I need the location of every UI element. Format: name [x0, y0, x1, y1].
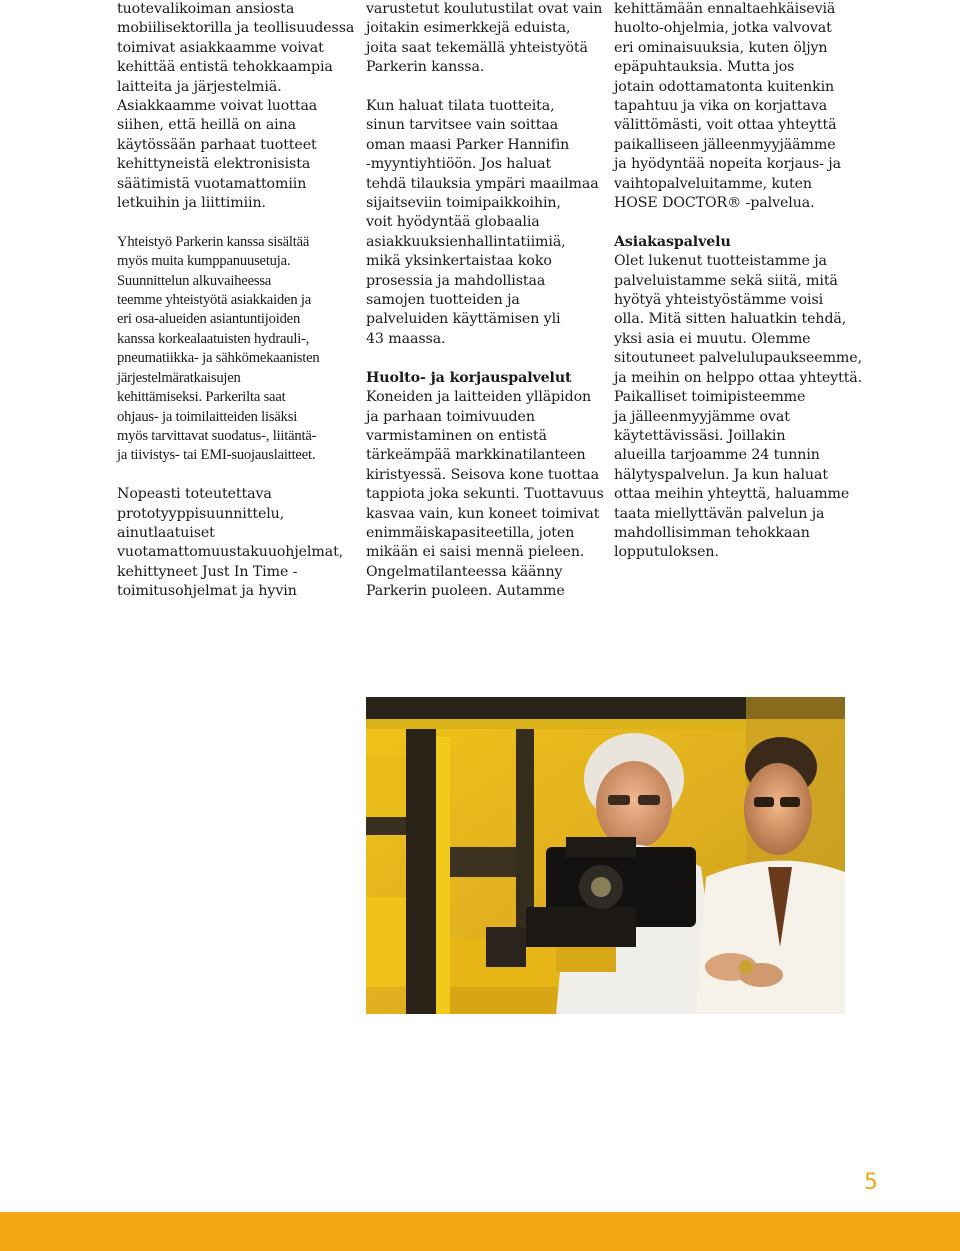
text-line: Nopeasti toteutettava [117, 486, 272, 503]
text-line: Ongelmatilanteessa käänny [366, 563, 563, 580]
text-line: Suunnittelun alkuvaiheessa [117, 272, 272, 289]
text-line: Paikalliset toimipisteemme [614, 389, 806, 406]
text-line: kanssa korkealaatuisten hydrauli-, [117, 330, 310, 347]
text-line: lopputuloksen. [614, 544, 719, 561]
text-line: HOSE DOCTOR® -palvelua. [614, 195, 815, 212]
text-line: eri ominaisuuksia, kuten öljyn [614, 39, 828, 56]
text-line: kehittyneet Just In Time - [117, 563, 298, 580]
paragraph [614, 233, 863, 563]
text-line: vuotamattomuustakuuohjelmat, [117, 544, 344, 561]
text-line: mikään ei saisi mennä pieleen. [366, 544, 585, 561]
text-line: letkuihin ja liittimiin. [117, 195, 266, 212]
text-line: Yhteistyö Parkerin kanssa sisältää [117, 233, 310, 250]
text-line: eri osa-alueiden asiantuntijoiden [117, 311, 301, 328]
text-line: paikalliseen jälleenmyyjäämme [614, 136, 836, 153]
text-line: Parkerin kanssa. [366, 59, 485, 76]
text-line: olla. Mitä sitten haluatkin tehdä, [614, 311, 847, 328]
text-line: enimmäiskapasiteetilla, joten [366, 524, 575, 541]
text-line: palveluistamme sekä siitä, mitä [614, 272, 838, 289]
text-line: mikä yksinkertaistaa koko [366, 253, 552, 270]
text-line: pneumatiikka- ja sähkömekaanisten [117, 350, 320, 367]
text-line: toimivat asiakkaamme voivat [117, 39, 324, 56]
section-heading: Huolto- ja korjauspalvelut [366, 369, 572, 386]
text-line: Asiakkaamme voivat luottaa [117, 98, 318, 115]
text-line: myös muita kumppanuusetuja. [117, 253, 291, 270]
section-heading: Asiakaspalvelu [614, 233, 731, 250]
paragraph [366, 0, 602, 78]
text-line: joitakin esimerkkejä eduista, [366, 20, 571, 37]
paragraph [614, 0, 856, 213]
text-line: laitteita ja järjestelmiä. [117, 78, 282, 95]
text-line: siihen, että heillä on aina [117, 117, 297, 134]
text-line: jotain odottamatonta kuitenkin [614, 78, 835, 95]
text-column-3 [614, 0, 863, 582]
text-line: teemme yhteistyötä asiakkaiden ja [117, 292, 311, 309]
text-line: tehdä tilauksia ympäri maailmaa [366, 175, 599, 192]
text-line: mobiilisektorilla ja teollisuudessa [117, 20, 355, 37]
paragraph [366, 97, 602, 349]
text-column-2 [366, 0, 602, 621]
text-line: myös tarvittavat suodatus-, liitäntä- [117, 427, 317, 444]
text-line: toimitusohjelmat ja hyvin [117, 583, 297, 600]
text-line: Olet lukenut tuotteistamme ja [614, 253, 827, 270]
text-line: 43 maassa. [366, 330, 446, 347]
engineers-with-machine-photo [366, 697, 845, 1014]
text-line: järjestelmäratkaisujen [117, 369, 241, 386]
text-line: huolto-ohjelmia, jotka valvovat [614, 20, 832, 37]
text-line: kasvaa vain, kun koneet toimivat [366, 505, 600, 522]
text-line: prosessia ja mahdollistaa [366, 272, 546, 289]
text-line: hälytyspalvelun. Ja kun haluat [614, 466, 828, 483]
text-line: kehittämään ennaltaehkäiseviä [614, 1, 836, 17]
page-number: 5 [864, 1170, 878, 1195]
text-line: varmistaminen on entistä [366, 427, 547, 444]
text-line: palveluiden käyttämisen yli [366, 311, 561, 328]
text-line: voit hyödyntää globaalia [366, 214, 540, 231]
text-line: käytettävissäsi. Joillakin [614, 427, 786, 444]
text-line: tärkeämpää markkinatilanteen [366, 447, 586, 464]
text-line: ja hyödyntää nopeita korjaus- ja [614, 156, 841, 173]
paragraph [366, 369, 602, 602]
text-column-1 [117, 0, 355, 621]
text-line: vaihtopalveluitamme, kuten [614, 175, 812, 192]
text-line: Koneiden ja laitteiden ylläpidon [366, 389, 592, 406]
text-line: ja tiivistys- tai EMI-suojauslaitteet. [117, 447, 316, 464]
text-line: ainutlaatuiset [117, 524, 215, 541]
paragraph [117, 0, 355, 213]
text-line: ja parhaan toimivuuden [366, 408, 535, 425]
text-line: tuotevalikoiman ansiosta [117, 1, 295, 17]
text-line: oman maasi Parker Hannifin [366, 136, 570, 153]
text-line: Parkerin puoleen. Autamme [366, 583, 565, 600]
text-line: Kun haluat tilata tuotteita, [366, 98, 555, 115]
text-line: välittömästi, voit ottaa yhteyttä [614, 117, 837, 134]
text-line: ja jälleenmyyjämme ovat [614, 408, 790, 425]
text-line: sijaitseviin toimipaikkoihin, [366, 195, 561, 212]
text-line: asiakkuuksienhallintatiimiä, [366, 233, 566, 250]
text-line: kehittämiseksi. Parkerilta saat [117, 389, 286, 406]
paragraph [117, 485, 349, 601]
text-line: ohjaus- ja toimilaitteiden lisäksi [117, 408, 298, 425]
text-line: samojen tuotteiden ja [366, 292, 520, 309]
text-line: säätimistä vuotamattomiin [117, 175, 307, 192]
text-line: tapahtuu ja vika on korjattava [614, 98, 828, 115]
text-line: kiristyessä. Seisova kone tuottaa [366, 466, 599, 483]
text-line: kehittyneistä elektronisista [117, 156, 311, 173]
text-line: ja meihin on helppo ottaa yhteyttä. [614, 369, 863, 386]
text-line: epäpuhtauksia. Mutta jos [614, 59, 795, 76]
text-line: varustetut koulutustilat ovat vain [366, 1, 603, 17]
paragraph [117, 233, 349, 466]
text-line: hyötyä yhteistyöstämme voisi [614, 292, 824, 309]
text-line: taata miellyttävän palvelun ja [614, 505, 825, 522]
text-line: alueilla tarjoamme 24 tunnin [614, 447, 820, 464]
text-line: sinun tarvitsee vain soittaa [366, 117, 559, 134]
text-line: prototyyppisuunnittelu, [117, 505, 285, 522]
footer-accent-bar [0, 1212, 960, 1251]
text-line: -myyntiyhtiöön. Jos haluat [366, 156, 552, 173]
text-line: käytössään parhaat tuotteet [117, 136, 317, 153]
text-line: kehittää entistä tehokkaampia [117, 59, 333, 76]
text-line: joita saat tekemällä yhteistyötä [366, 39, 588, 56]
text-line: sitoutuneet palvelulupaukseemme, [614, 350, 862, 367]
text-line: ottaa meihin yhteyttä, haluamme [614, 486, 850, 503]
text-line: tappiota joka sekunti. Tuottavuus [366, 486, 604, 503]
text-line: mahdollisimman tehokkaan [614, 524, 810, 541]
text-line: yksi asia ei muutu. Olemme [614, 330, 811, 347]
